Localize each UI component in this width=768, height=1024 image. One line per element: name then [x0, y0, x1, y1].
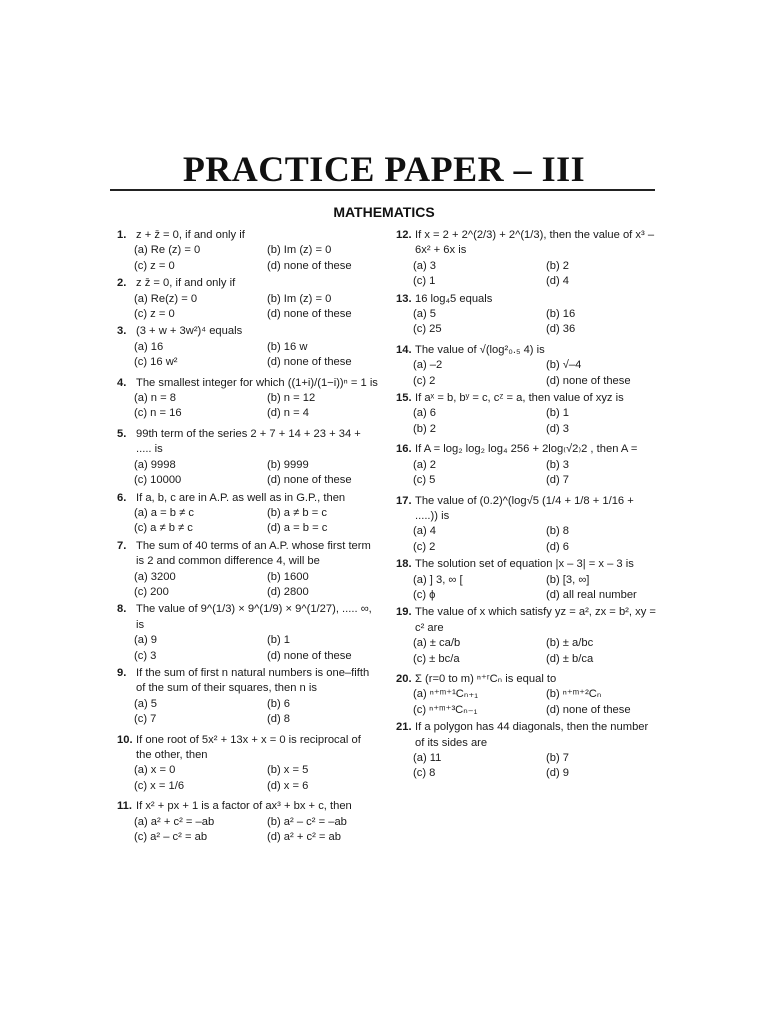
answer-option: (d) a = b = c [267, 522, 328, 535]
question-stem [396, 672, 658, 687]
question-number: 1. [117, 229, 127, 241]
question-number: 7. [117, 539, 127, 552]
answer-options [117, 633, 379, 664]
question [117, 276, 379, 322]
answer-option: (d) 2800 [267, 585, 309, 598]
answer-option: (b) Im (z) = 0 [267, 244, 332, 257]
question-number: 8. [117, 603, 127, 616]
question-number: 19. [396, 606, 412, 619]
answer-option: (a) 11 [413, 752, 442, 764]
question [396, 391, 658, 437]
answer-option: (b) a² – c² = –ab [267, 815, 347, 828]
answer-option: (d) none of these [267, 356, 352, 369]
answer-options [396, 751, 658, 782]
answer-option: (a) 16 [134, 340, 164, 353]
answer-options [117, 243, 379, 274]
question-text: If A = log₂ log₂ log₄ 256 + 2log₍√2₎2 , then A = [415, 443, 638, 456]
question-stem [396, 343, 658, 358]
answer-option: (c) x = 1/6 [134, 779, 185, 792]
question [117, 376, 379, 422]
answer-option: (a) ± ca/b [413, 637, 461, 650]
question [117, 228, 379, 274]
answer-option: (c) z = 0 [134, 259, 175, 272]
answer-option: (a) 3200 [134, 570, 176, 583]
answer-option: (b) 9999 [267, 458, 309, 471]
answer-option: (b) 1600 [267, 570, 309, 583]
question-number: 17. [396, 494, 412, 507]
question [117, 733, 379, 795]
answer-option: (d) 36 [546, 323, 576, 336]
question-number: 10. [117, 733, 133, 746]
answer-option: (c) n = 16 [134, 407, 182, 420]
answer-option: (d) 7 [546, 474, 570, 487]
answer-option: (d) ± b/ca [546, 652, 594, 665]
question-stem [396, 442, 658, 457]
question-number: 4. [117, 376, 127, 389]
answer-options [117, 391, 379, 422]
answer-options [396, 458, 658, 489]
question-stem [117, 666, 379, 697]
question-text: 99th term of the series 2 + 7 + 14 + 23 + 34 + ..... is [136, 427, 361, 456]
answer-options [396, 687, 658, 718]
answer-option: (d) 9 [546, 767, 570, 780]
answer-option: (c) ⁿ⁺ᵐ⁺³Cₙ₋₁ [413, 703, 478, 716]
answer-option: (a) 9 [134, 634, 158, 647]
right-column [396, 228, 658, 784]
answer-option: (c) 16 w² [134, 356, 178, 369]
answer-option: (d) 8 [267, 713, 291, 726]
answer-option: (b) 2 [413, 422, 437, 435]
question-stem [117, 491, 379, 506]
answer-options [117, 697, 379, 728]
question-number: 14. [396, 343, 412, 356]
question-text: z z̄ = 0, if and only if [136, 277, 236, 290]
question-text: The smallest integer for which ((1+i)/(1−i))ⁿ = 1 is [136, 376, 378, 389]
question-text: The value of x which satisfy yz = a², zx = b², xy = c² are [415, 606, 656, 634]
answer-option: (b) √–4 [546, 359, 582, 372]
answer-option: (b) 16 [546, 308, 576, 321]
question-number: 20. [396, 672, 412, 685]
answer-option: (d) 3 [546, 422, 570, 435]
question-text: If one root of 5x² + 13x + x = 0 is reciprocal of the other, then [136, 733, 361, 761]
answer-option: (a) ] 3, ∞ [ [413, 573, 463, 586]
answer-option: (b) Im (z) = 0 [267, 292, 332, 305]
answer-options [117, 340, 379, 371]
answer-option: (c) ± bc/a [413, 652, 460, 665]
answer-option: (a) 5 [413, 308, 437, 321]
question-stem [117, 427, 379, 458]
question-stem [396, 391, 658, 406]
answer-options [396, 259, 658, 290]
left-column [117, 228, 379, 847]
answer-option: (b) ⁿ⁺ᵐ⁺²Cₙ [546, 688, 602, 701]
answer-option: (a) 4 [413, 525, 437, 538]
question [117, 324, 379, 370]
answer-option: (a) 3 [413, 259, 437, 272]
answer-option: (a) 2 [413, 458, 437, 471]
answer-option: (c) z = 0 [134, 308, 175, 321]
answer-option: (b) 16 w [267, 340, 308, 353]
answer-option: (a) ⁿ⁺ᵐ⁺¹Cₙ₊₁ [413, 688, 479, 701]
answer-option: (d) a² + c² = ab [267, 831, 341, 844]
answer-option: (a) a² + c² = –ab [134, 815, 215, 828]
answer-option: (c) ϕ [413, 588, 436, 601]
question-stem [117, 539, 379, 570]
question-stem [396, 494, 658, 525]
answer-options [117, 506, 379, 537]
question-number: 12. [396, 229, 412, 241]
title-divider [110, 189, 655, 191]
question [396, 494, 658, 556]
answer-options [117, 763, 379, 794]
question-stem [117, 602, 379, 633]
answer-option: (c) 2 [413, 374, 436, 387]
question-stem [117, 733, 379, 764]
answer-option: (b) a ≠ b = c [267, 506, 327, 519]
answer-option: (b) 3 [546, 458, 570, 471]
question [396, 292, 658, 338]
answer-option: (c) 5 [413, 474, 436, 487]
question-text: If a, b, c are in A.P. as well as in G.P., then [136, 491, 346, 504]
question-number: 5. [117, 427, 127, 440]
answer-options [396, 358, 658, 389]
question [117, 666, 379, 728]
answer-option: (a) x = 0 [134, 764, 176, 777]
question [396, 720, 658, 782]
answer-option: (c) 7 [134, 713, 157, 726]
question [396, 228, 658, 290]
answer-option: (a) 6 [413, 407, 437, 420]
answer-option: (a) –2 [413, 359, 443, 372]
answer-option: (b) 2 [546, 259, 570, 272]
answer-option: (d) x = 6 [267, 779, 309, 792]
answer-option: (a) n = 8 [134, 392, 176, 405]
question [396, 343, 658, 389]
question-text: 16 log₄5 equals [415, 292, 493, 305]
answer-option: (c) a² – c² = ab [134, 831, 208, 844]
question-text: z + z̄ = 0, if and only if [136, 229, 245, 241]
question [396, 605, 658, 667]
question [396, 442, 658, 488]
answer-options [396, 406, 658, 437]
question-stem [396, 605, 658, 636]
answer-option: (c) 3 [134, 649, 157, 662]
answer-option: (b) 1 [267, 634, 291, 647]
question-stem [396, 228, 658, 259]
answer-option: (a) 5 [134, 697, 158, 710]
answer-option: (d) n = 4 [267, 407, 309, 420]
question-text: If aˣ = b, bʸ = c, cᶻ = a, then value of xyz is [415, 392, 624, 405]
answer-options [396, 307, 658, 338]
question-text: The solution set of equation |x – 3| = x – 3 is [415, 558, 634, 571]
answer-options [117, 815, 379, 846]
question-number: 3. [117, 325, 127, 338]
answer-option: (c) 8 [413, 767, 436, 780]
answer-option: (c) 2 [413, 540, 436, 553]
answer-options [396, 636, 658, 667]
answer-option: (d) none of these [267, 259, 352, 272]
question-text: Σ (r=0 to m) ⁿ⁺ʳCₙ is equal to [415, 672, 557, 685]
question-stem [117, 376, 379, 391]
answer-option: (b) 6 [267, 697, 291, 710]
answer-options [396, 524, 658, 555]
question [396, 557, 658, 603]
question [117, 602, 379, 664]
answer-option: (d) none of these [267, 474, 352, 487]
question-stem [396, 557, 658, 572]
answer-option: (d) none of these [267, 649, 352, 662]
question [117, 539, 379, 601]
answer-option: (a) 9998 [134, 458, 176, 471]
question-text: (3 + w + 3w²)⁴ equals [136, 325, 243, 338]
answer-options [396, 573, 658, 604]
question-number: 18. [396, 558, 412, 571]
question-stem [117, 799, 379, 814]
answer-option: (d) none of these [546, 703, 631, 716]
question [117, 491, 379, 537]
question-text: If x = 2 + 2^(2/3) + 2^(1/3), then the value of x³ – 6x² + 6x is [415, 229, 655, 257]
question-text: If x² + px + 1 is a factor of ax³ + bx + c, then [136, 800, 352, 813]
question [117, 427, 379, 489]
answer-option: (c) 25 [413, 323, 442, 336]
question-stem [396, 720, 658, 751]
question-number: 11. [117, 800, 132, 813]
answer-option: (a) Re (z) = 0 [134, 244, 201, 257]
question [117, 799, 379, 845]
answer-option: (c) 1 [413, 275, 436, 288]
question-number: 9. [117, 666, 127, 679]
answer-option: (c) 200 [134, 585, 169, 598]
question-stem [117, 228, 379, 243]
answer-option: (d) all real number [546, 588, 637, 601]
question-text: The value of √(log²₀.₅ 4) is [415, 343, 545, 356]
answer-option: (d) 6 [546, 540, 570, 553]
question [396, 672, 658, 718]
answer-option: (b) 7 [546, 752, 570, 764]
question-stem [117, 324, 379, 339]
question-text: The sum of 40 terms of an A.P. whose first term is 2 and common difference 4, will be [136, 539, 371, 568]
answer-option: (a) Re(z) = 0 [134, 292, 198, 305]
answer-option: (b) 1 [546, 407, 570, 420]
question-text: If a polygon has 44 diagonals, then the number of its sides are [415, 721, 649, 749]
question-stem [117, 276, 379, 291]
answer-option: (d) none of these [546, 374, 631, 387]
question-number: 13. [396, 292, 412, 305]
answer-option: (b) n = 12 [267, 392, 316, 405]
answer-option: (c) a ≠ b ≠ c [134, 522, 193, 535]
question-number: 6. [117, 491, 127, 504]
subject-heading: MATHEMATICS [333, 204, 435, 220]
question-number: 16. [396, 443, 412, 456]
question-number: 15. [396, 392, 412, 405]
answer-option: (b) ± a/bc [546, 637, 594, 650]
answer-options [117, 458, 379, 489]
answer-option: (b) [3, ∞] [546, 573, 590, 586]
answer-option: (d) none of these [267, 308, 352, 321]
answer-options [117, 292, 379, 323]
question-text: The value of (0.2)^(log√5 (1/4 + 1/8 + 1/16 + .....)) is [415, 494, 634, 522]
answer-option: (d) 4 [546, 275, 570, 288]
answer-option: (c) 10000 [134, 474, 182, 487]
answer-option: (b) x = 5 [267, 764, 309, 777]
answer-options [117, 570, 379, 601]
question-stem [396, 292, 658, 307]
question-text: If the sum of first n natural numbers is one–fifth of the sum of their squares, then n is [136, 666, 370, 695]
answer-option: (b) 8 [546, 525, 570, 538]
question-number: 2. [117, 277, 127, 290]
page-title: PRACTICE PAPER – III [182, 149, 586, 189]
answer-option: (a) a = b ≠ c [134, 506, 194, 519]
question-number: 21. [396, 721, 412, 734]
question-text: The value of 9^(1/3) × 9^(1/9) × 9^(1/27), ..... ∞, is [136, 603, 372, 631]
